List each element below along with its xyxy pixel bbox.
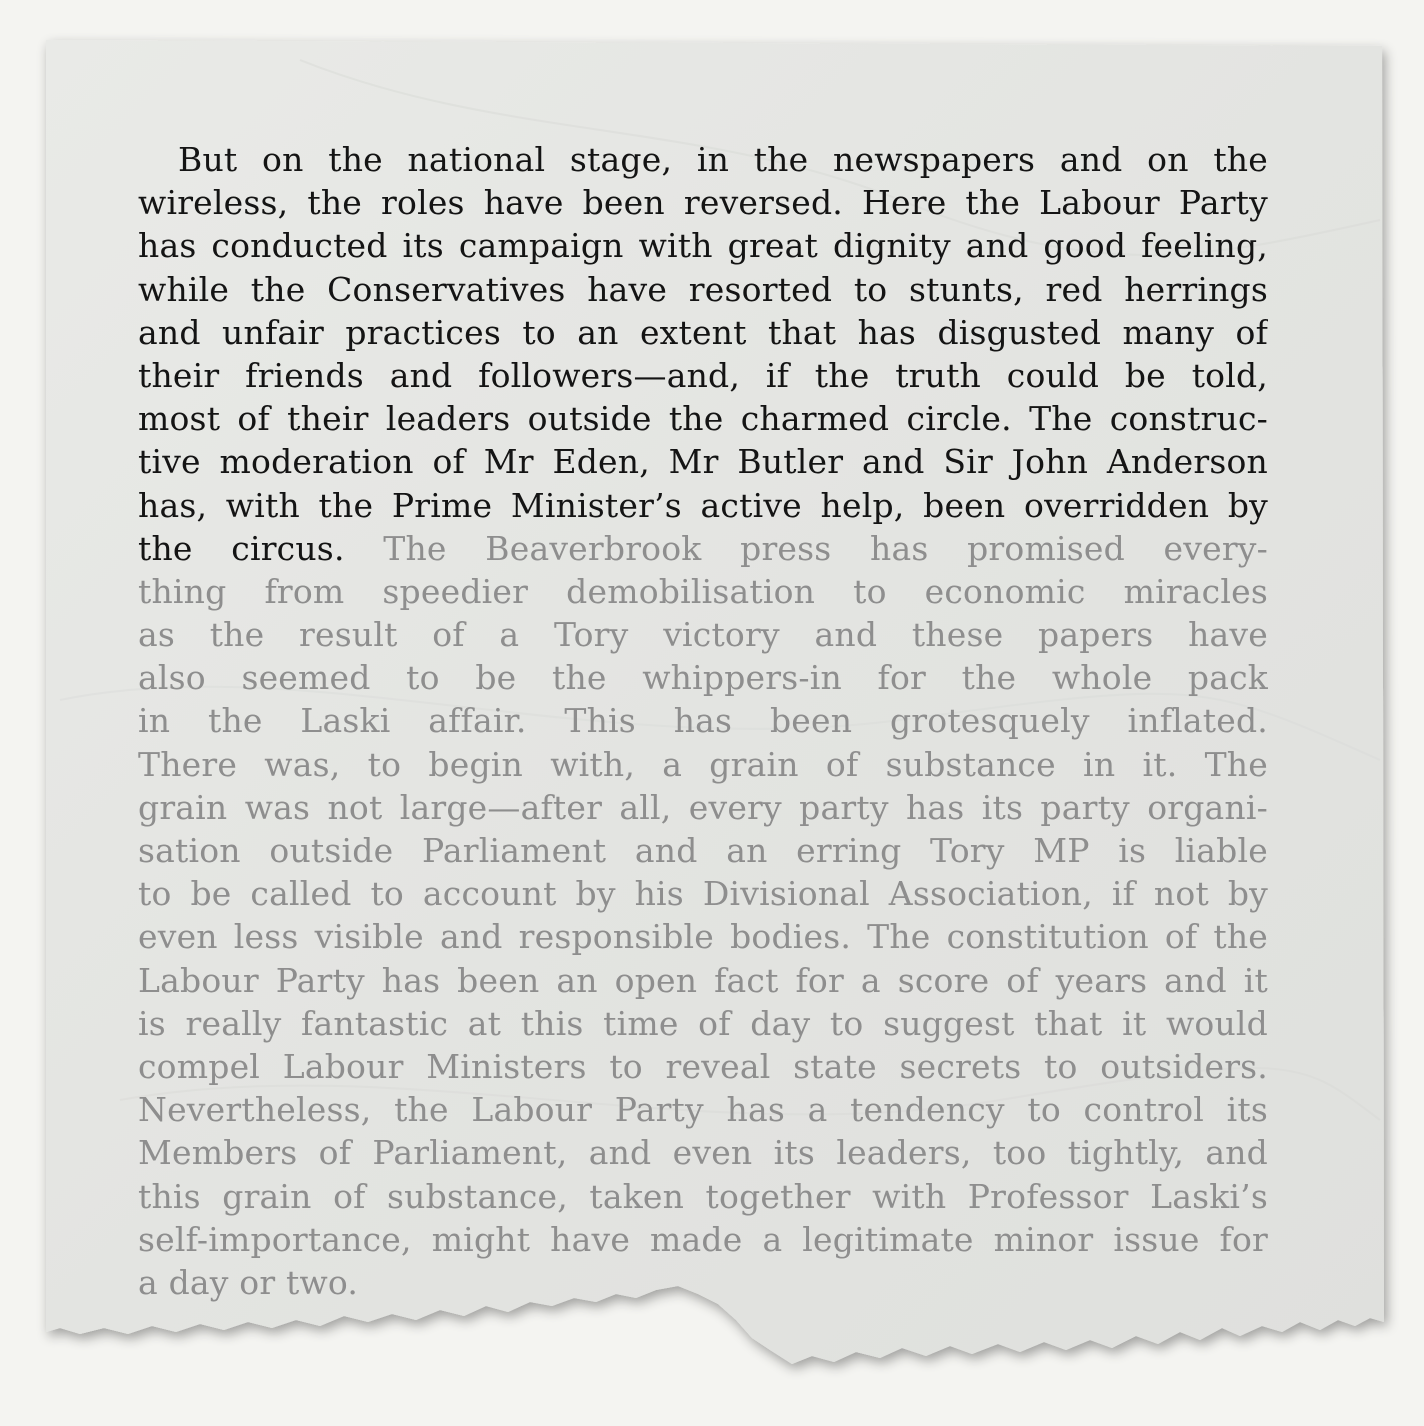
text-line: in the Laski affair. This has been grotesquely inflated. [138,701,1268,741]
text-line: Members of Parliament, and even its leaders, too tightly, and [138,1133,1268,1173]
text-line: grain was not large—after all, every party has its party organi- [138,787,1268,827]
text-segment-dark: the circus. [138,528,345,568]
text-line: their friends and followers—and, if the truth could be told, [138,355,1268,395]
text-line: as the result of a Tory victory and these papers have [138,615,1268,655]
text-line: sation outside Parliament and an erring Tory MP is liable [138,831,1268,870]
text-line: has conducted its campaign with great dignity and good feeling, [138,226,1268,266]
text-line: this grain of substance, taken together with Professor Laski’s [138,1176,1268,1216]
text-line: to be called to account by his Divisional Association, if not by [138,874,1268,914]
text-line: is really fantastic at this time of day to suggest that it would [138,1003,1268,1043]
text-line: and unfair practices to an extent that has disgusted many of [138,312,1268,352]
article-paragraph [138,138,1268,1304]
text-line: even less visible and responsible bodies. The constitution of the [138,917,1268,957]
text-line: most of their leaders outside the charmed circle. The construc- [138,399,1268,439]
text-line: compel Labour Ministers to reveal state secrets to outsiders. [138,1046,1268,1086]
text-line: while the Conservatives have resorted to stunts, red herrings [138,269,1268,309]
text-segment-faded: The Beaverbrook press has promised every- [383,528,1268,568]
text-line: has, with the Prime Minister’s active help, been overridden by [138,485,1268,525]
text-line: self-importance, might have made a legitimate minor issue for [138,1219,1268,1259]
text-line: a day or two. [138,1262,359,1302]
text-line: wireless, the roles have been reversed. Here the Labour Party [138,183,1268,223]
text-line: Labour Party has been an open fact for a score of years and it [138,960,1268,1000]
text-line: Nevertheless, the Labour Party has a tendency to control its [138,1090,1268,1130]
text-line: thing from speedier demobilisation to economic miracles [138,571,1268,611]
text-line-split [138,527,1268,570]
text-line: There was, to begin with, a grain of substance in it. The [138,744,1268,784]
text-line: tive moderation of Mr Eden, Mr Butler and Sir John Anderson [138,442,1268,482]
text-line: But on the national stage, in the newspapers and on the [178,140,1268,179]
text-line: also seemed to be the whippers-in for the whole pack [138,658,1268,698]
